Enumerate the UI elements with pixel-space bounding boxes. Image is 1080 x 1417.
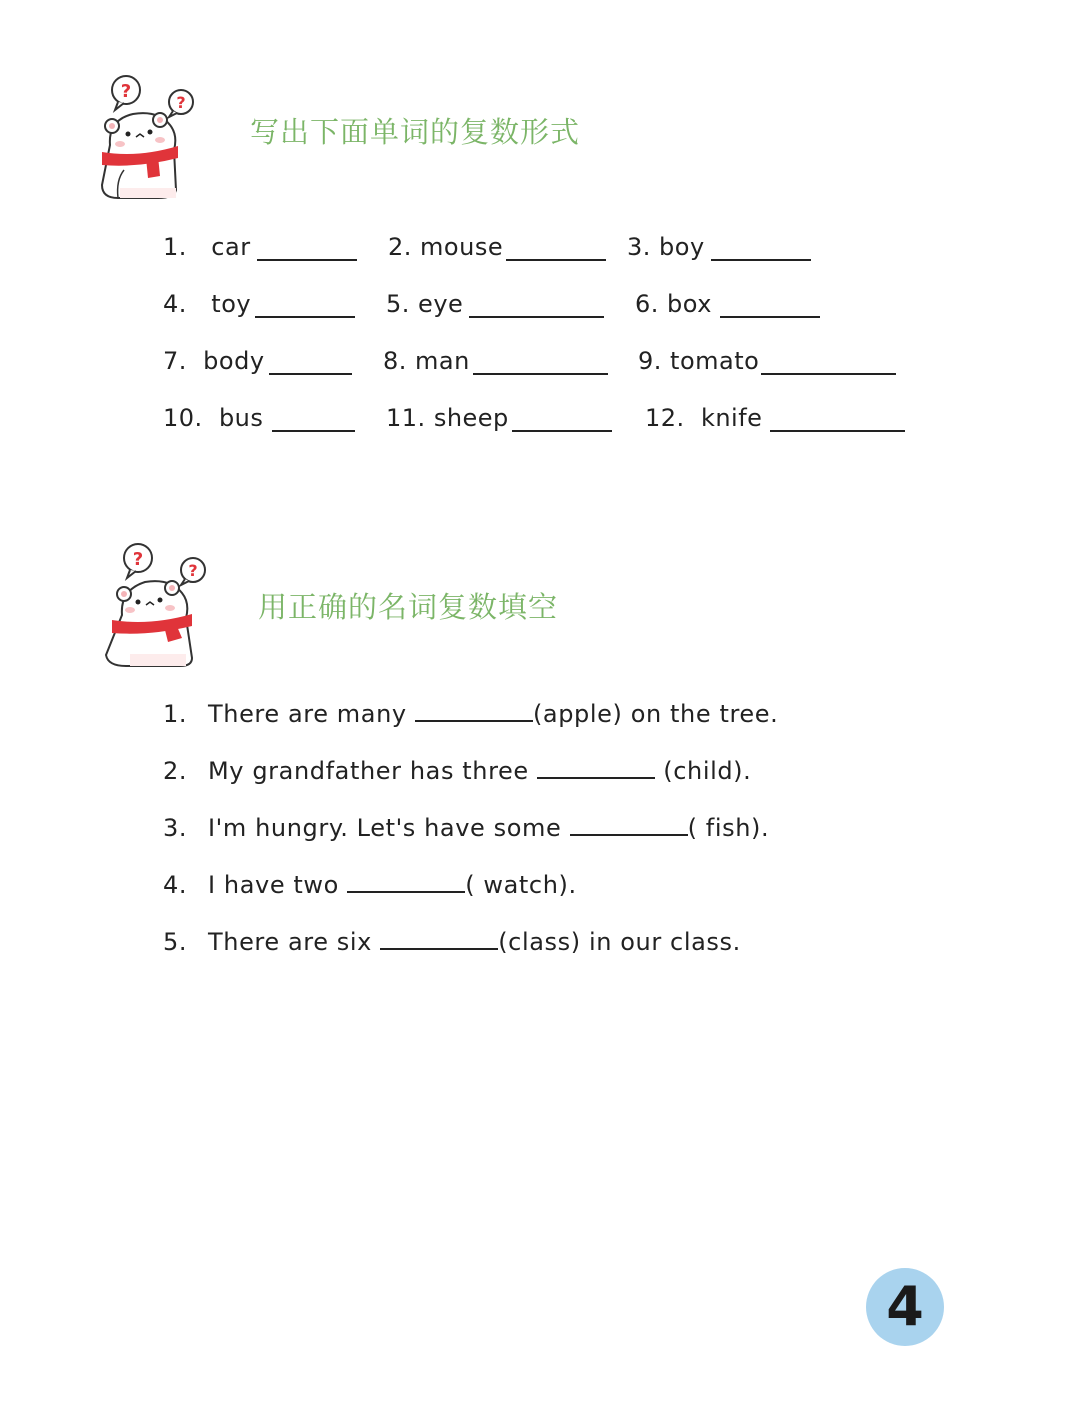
svg-text:?: ? xyxy=(188,561,198,580)
sentence-text: ( watch). xyxy=(465,871,577,899)
list-item: 5. eye xyxy=(386,290,464,318)
list-item: 6. box xyxy=(635,290,712,318)
sentence-row: 5. There are six (class) in our class. xyxy=(163,928,741,956)
svg-text:?: ? xyxy=(120,81,132,102)
answer-blank[interactable] xyxy=(473,373,608,375)
list-item: 12. knife xyxy=(645,404,763,432)
list-item: 2. mouse xyxy=(388,233,504,261)
answer-blank[interactable] xyxy=(506,259,606,261)
bear-question-icon xyxy=(100,540,220,670)
sentence-row: 1. There are many (apple) on the tree. xyxy=(163,700,779,728)
list-item: 3. boy xyxy=(627,233,705,261)
sentence-text: I have two xyxy=(208,871,348,899)
list-item: 8. man xyxy=(383,347,470,375)
list-item: 10. bus xyxy=(163,404,264,432)
sentence-row: 2. My grandfather has three (child). xyxy=(163,757,752,785)
sentence-text: ( fish). xyxy=(687,814,770,842)
answer-blank[interactable] xyxy=(711,259,811,261)
answer-blank[interactable] xyxy=(257,259,357,261)
answer-blank[interactable] xyxy=(720,316,820,318)
answer-blank[interactable] xyxy=(255,316,355,318)
answer-blank[interactable] xyxy=(272,430,355,432)
answer-blank[interactable] xyxy=(512,430,612,432)
list-item: 7. body xyxy=(163,347,265,375)
sentence-text: I'm hungry. Let's have some xyxy=(208,814,570,842)
answer-blank[interactable] xyxy=(347,869,465,893)
svg-text:?: ? xyxy=(132,549,144,570)
section1-title: 写出下面单词的复数形式 xyxy=(250,115,581,149)
answer-blank[interactable] xyxy=(761,373,896,375)
answer-blank[interactable] xyxy=(469,316,604,318)
answer-blank[interactable] xyxy=(537,755,655,779)
sentence-text: There are six xyxy=(208,928,381,956)
word-row-1 xyxy=(0,233,1080,273)
answer-blank[interactable] xyxy=(415,698,533,722)
bear-question-icon xyxy=(88,70,208,200)
section2-title: 用正确的名词复数填空 xyxy=(258,590,559,624)
sentence-row: 4. I have two ( watch). xyxy=(163,871,577,899)
page-number: 4 xyxy=(866,1268,944,1346)
sentence-text: (class) in our class. xyxy=(498,928,741,956)
list-item: 9. tomato xyxy=(638,347,760,375)
sentence-text: (apple) on the tree. xyxy=(532,700,779,728)
word-row-3 xyxy=(0,347,1080,387)
sentence-text: My grandfather has three xyxy=(208,757,538,785)
svg-text:?: ? xyxy=(176,93,186,112)
answer-blank[interactable] xyxy=(570,812,688,836)
word-row-4 xyxy=(0,404,1080,444)
sentence-text: There are many xyxy=(208,700,415,728)
sentence-row: 3. I'm hungry. Let's have some ( fish). xyxy=(163,814,770,842)
list-item: 11. sheep xyxy=(386,404,509,432)
answer-blank[interactable] xyxy=(269,373,352,375)
word-row-2 xyxy=(0,290,1080,330)
list-item: 4. toy xyxy=(163,290,252,318)
list-item: 1. car xyxy=(163,233,251,261)
answer-blank[interactable] xyxy=(380,926,498,950)
answer-blank[interactable] xyxy=(770,430,905,432)
sentence-text: (child). xyxy=(655,757,752,785)
